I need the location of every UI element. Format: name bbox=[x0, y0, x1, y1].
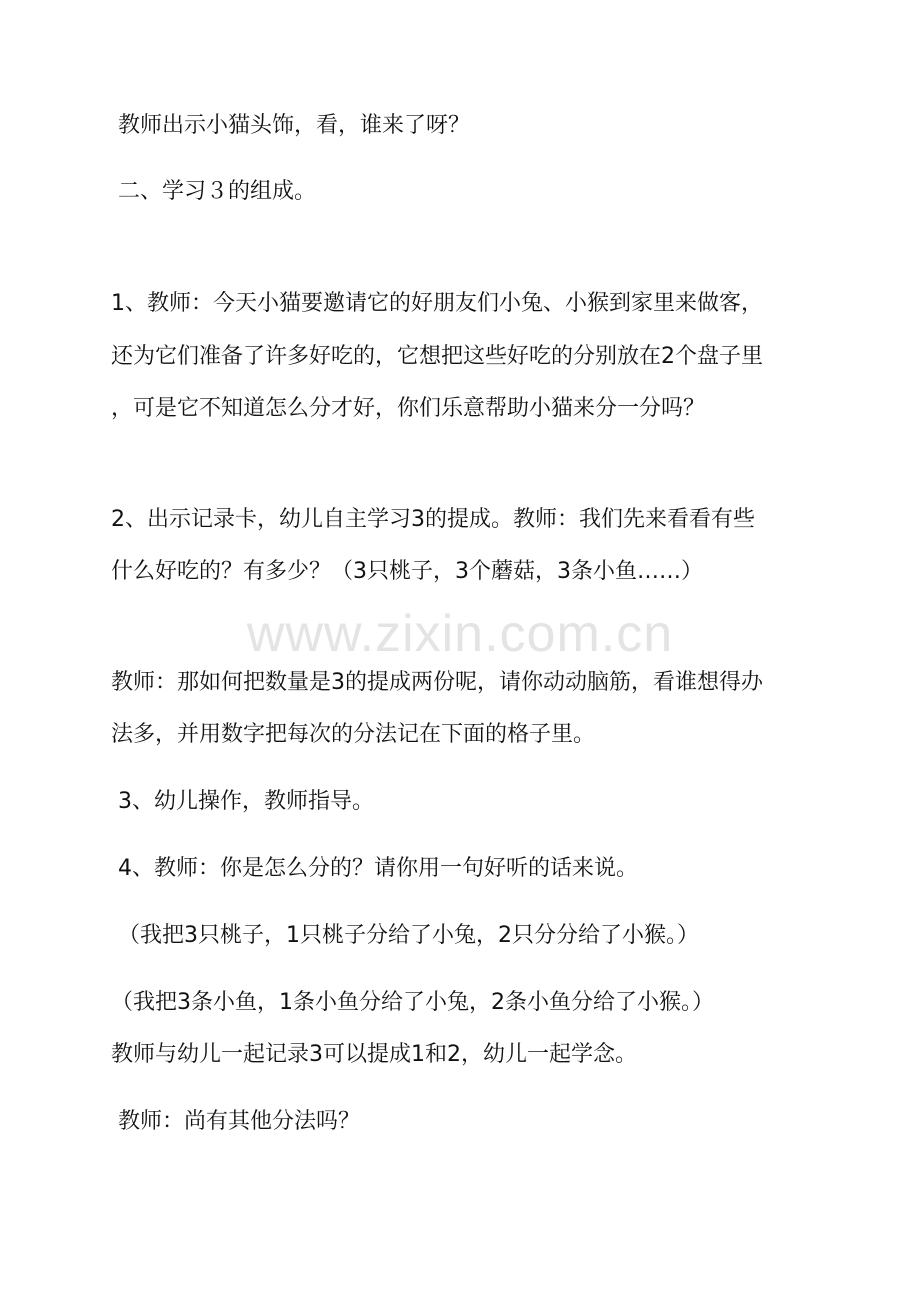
text-line: （我把3只桃子，1只桃子分给了小兔，2只分分给了小猴。） bbox=[118, 923, 699, 948]
text-line: 教师：那如何把数量是3的提成两份呢，请你动动脑筋，看谁想得办 bbox=[111, 670, 763, 695]
text-line: 1、教师：今天小猫要邀请它的好朋友们小兔、小猴到家里来做客， bbox=[111, 291, 763, 316]
text-line: 什么好吃的？有多少？（3只桃子，3个蘑菇，3条小鱼……） bbox=[111, 559, 703, 584]
text-line: ，可是它不知道怎么分才好，你们乐意帮助小猫来分一分吗？ bbox=[111, 396, 706, 421]
text-line: 教师出示小猫头饰，看，谁来了呀？ bbox=[118, 113, 471, 138]
text-line: （我把3条小鱼，1条小鱼分给了小兔，2条小鱼分给了小猴。） bbox=[111, 990, 714, 1015]
text-line: 3、幼儿操作，教师指导。 bbox=[118, 789, 374, 814]
text-line: 还为它们准备了许多好吃的，它想把这些好吃的分别放在2个盘子里 bbox=[111, 344, 763, 369]
text-line: 2、出示记录卡，幼儿自主学习3的提成。教师：我们先来看看有些 bbox=[111, 507, 755, 532]
text-line: 4、教师：你是怎么分的？请你用一句好听的话来说。 bbox=[118, 856, 638, 881]
text-line: 法多，并用数字把每次的分法记在下面的格子里。 bbox=[111, 722, 596, 747]
text-line: 教师与幼儿一起记录3可以提成1和2，幼儿一起学念。 bbox=[111, 1042, 637, 1067]
watermark-text: www.zixin.com.cn bbox=[246, 605, 674, 663]
text-line: 教师：尚有其他分法吗？ bbox=[118, 1109, 361, 1134]
section-heading: 二、学习３的组成。 bbox=[118, 179, 317, 204]
